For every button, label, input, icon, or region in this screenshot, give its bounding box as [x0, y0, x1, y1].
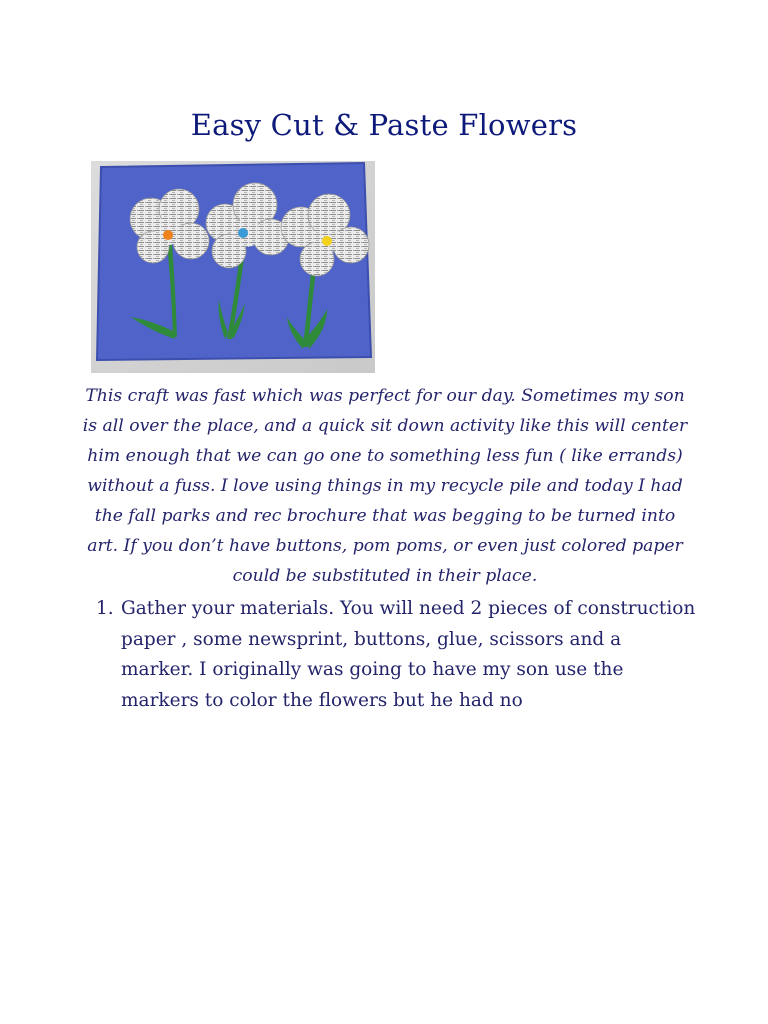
list-item — [96, 594, 696, 716]
yellow-button — [322, 236, 332, 246]
page-title: Easy Cut & Paste Flowers — [190, 108, 578, 142]
craft-photo-image — [91, 161, 375, 373]
step-text: Gather your materials. You will need 2 pieces of construction paper , some newsprint, buttons, glue, scissors and a marker. I originally was going to have my son use the markers to color the flowers but he had no — [121, 598, 696, 711]
intro-paragraph: This craft was fast which was perfect for our day. Sometimes my son is all over the place, and a quick sit down activity like this will center him enough that we can go one to something less fun ( like errands) without a fuss. I love using things in my recycle pile and today I had the fall parks and rec brochure that was begging to be turned into art. If you don’t have buttons, pom poms, or even just colored paper could be substituted in their place. — [82, 386, 688, 586]
orange-button — [163, 230, 173, 240]
steps-list — [96, 594, 696, 716]
step-number: 1. — [96, 598, 114, 619]
craft-photo — [91, 161, 375, 373]
blue-button — [238, 228, 248, 238]
